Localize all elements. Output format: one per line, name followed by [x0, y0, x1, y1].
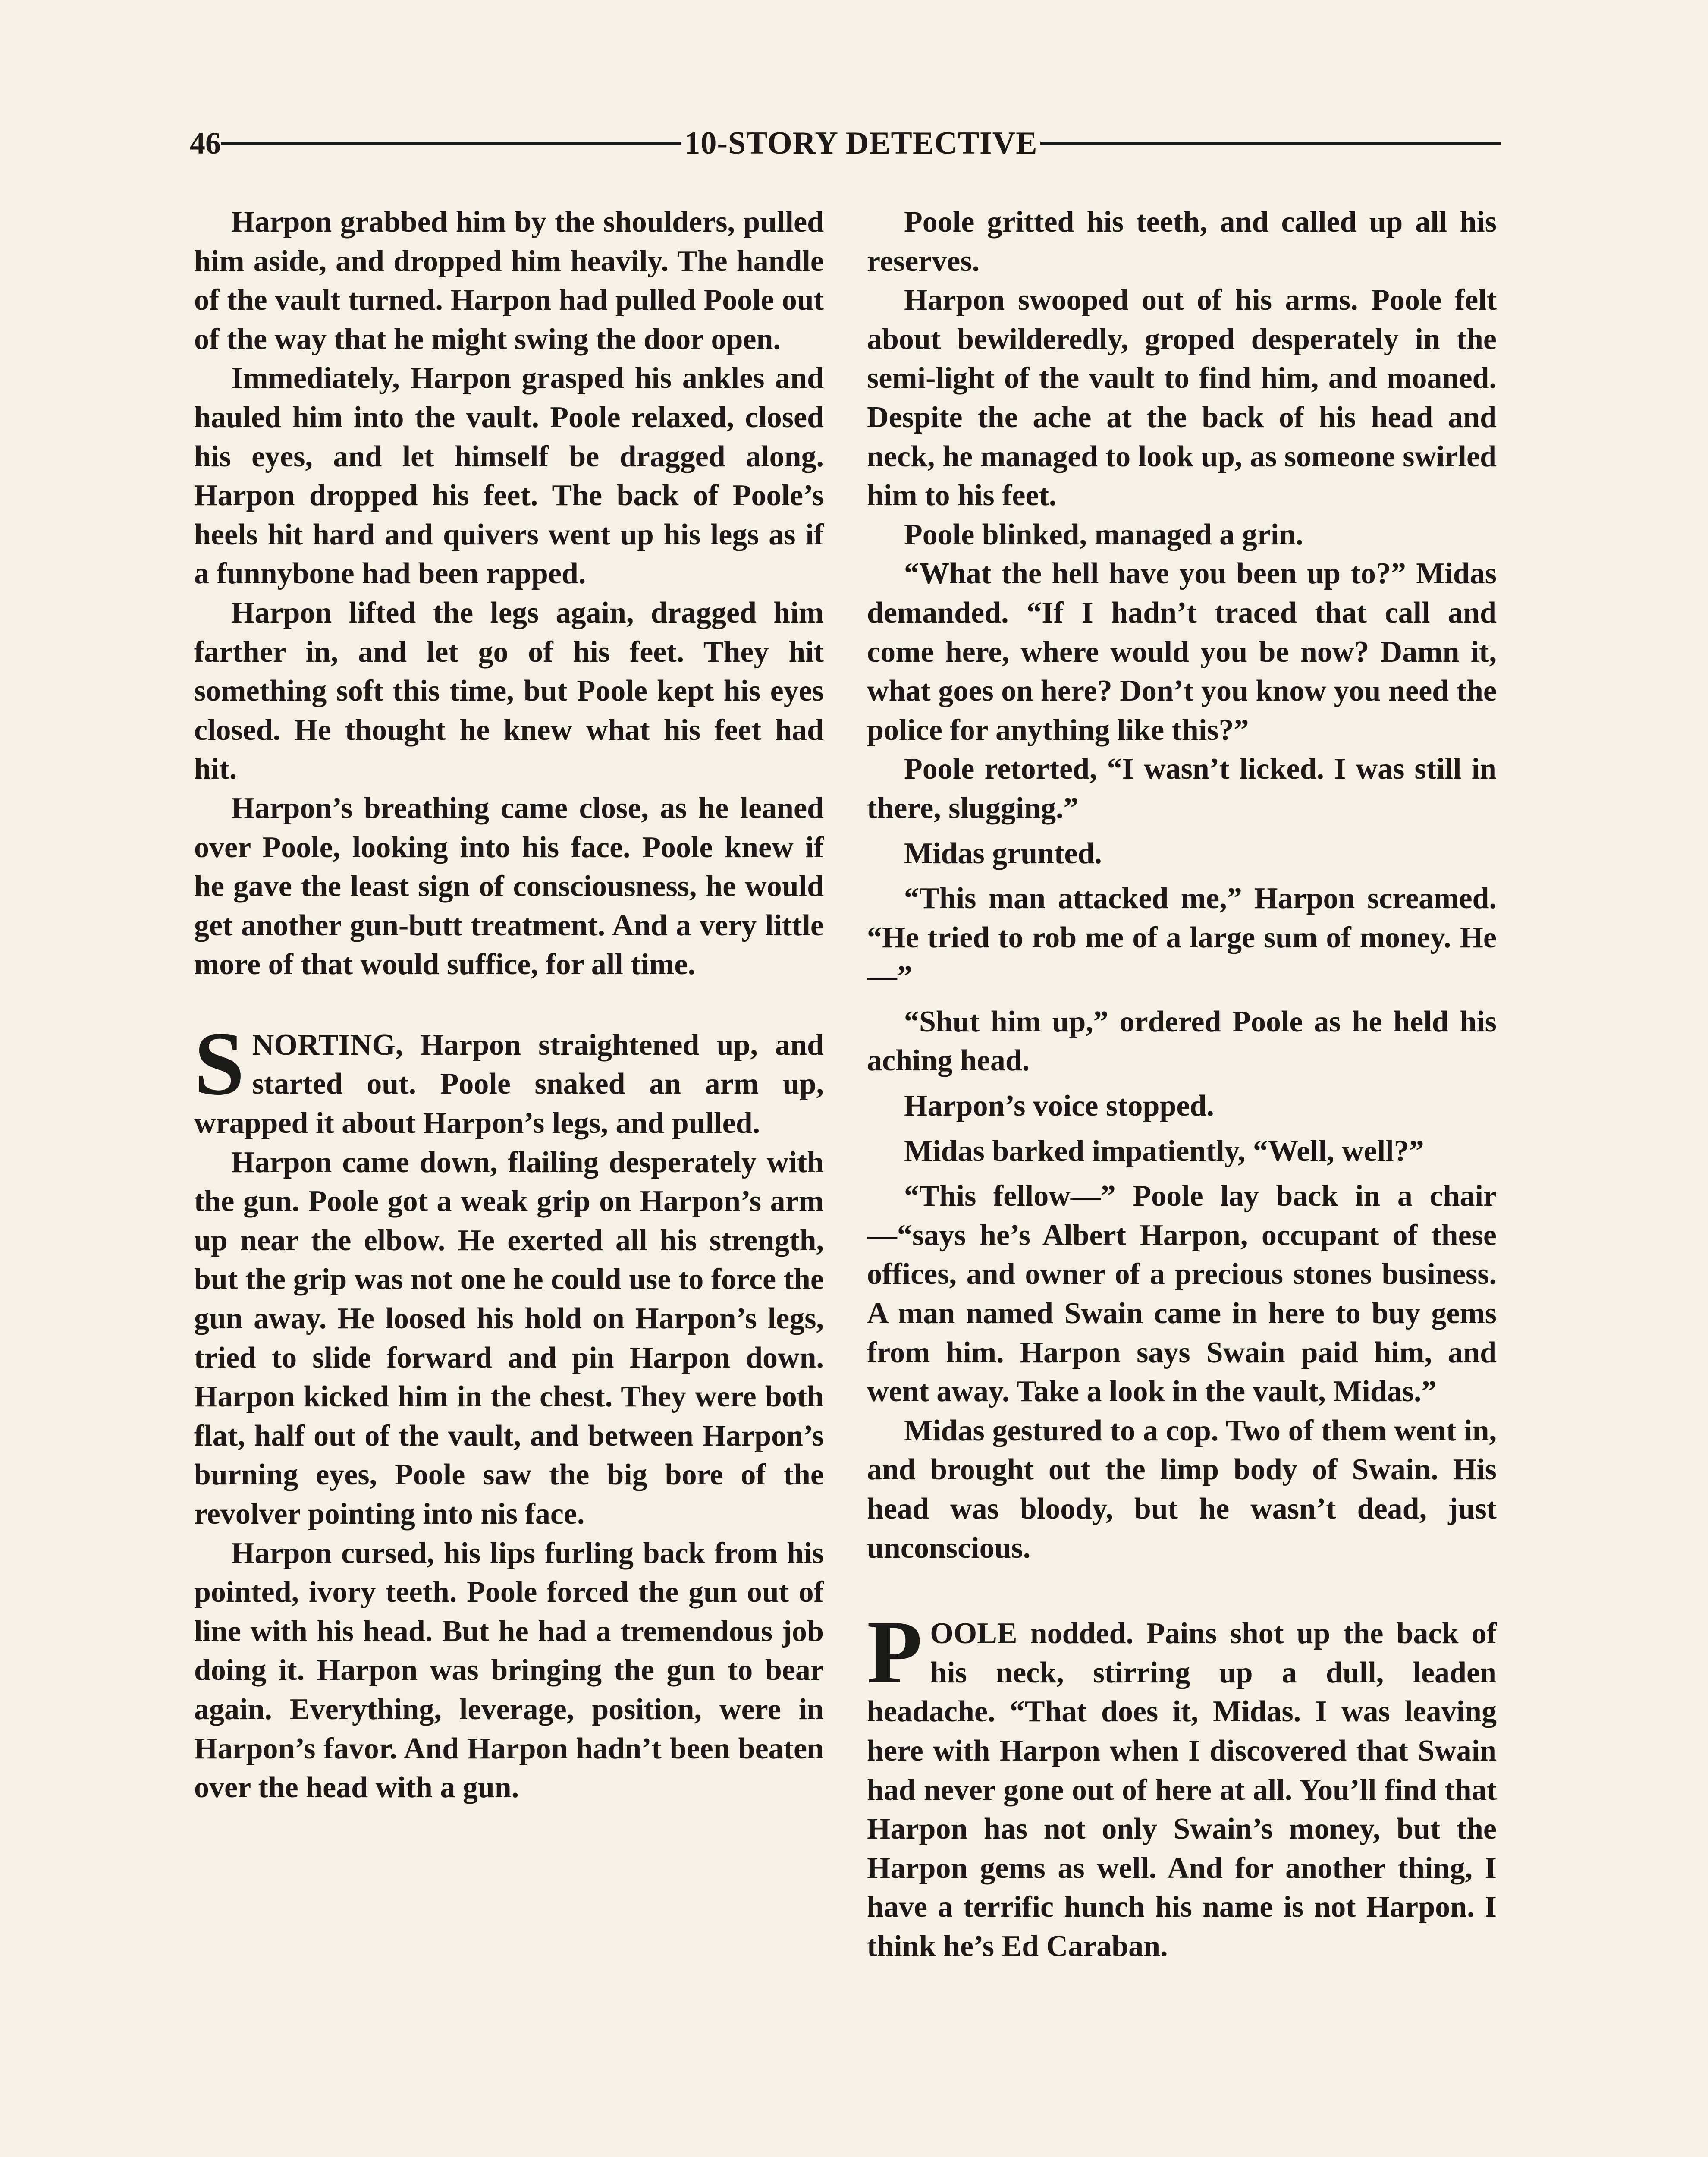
lead-in-caps: OOLE: [930, 1617, 1017, 1651]
paragraph: “This man attacked me,” Harpon screamed. “He tried to rob me of a large sum of money. He—”: [867, 882, 1497, 994]
paragraph: Poole blinked, managed a grin.: [904, 518, 1303, 551]
drop-cap: S: [194, 1013, 245, 1114]
lead-in-caps: NORTING,: [252, 1028, 403, 1062]
paragraph: Harpon’s breathing came close, as he leaned over Poole, looking into his face. Poole knew if he gave the least sign of consciousness, he would get another gun-butt treatment. And a very little more of that would suffice, for all time.: [194, 791, 824, 981]
paragraph: Immediately, Harpon grasped his ankles and hauled him into the vault. Poole relaxed, closed his eyes, and let himself be dragged along. Harpon dropped his feet. The back of Poole’s heels hit hard and quivers went up his legs as if a funnybone had been rapped.: [194, 362, 824, 591]
paragraph: Harpon grabbed him by the shoulders, pulled him aside, and dropped him heavily. The handle of the vault turned. Harpon had pulled Poole out of the way that he might swing the door open.: [194, 205, 824, 356]
left-column: [194, 203, 824, 1808]
paragraph: “Shut him up,” ordered Poole as he held his aching head.: [867, 1005, 1497, 1078]
running-title: 10-STORY DETECTIVE: [684, 125, 1038, 161]
paragraph: Poole gritted his teeth, and called up all his reserves.: [867, 205, 1497, 278]
right-column: [867, 203, 1497, 1966]
paragraph: Harpon came down, flailing desperately with the gun. Poole got a weak grip on Harpon’s arm up near the elbow. He exerted all his strength, but the grip was not one he could use to force the gun away. He loosed his hold on Harpon’s legs, tried to slide forward and pin Harpon down. Harpon kicked him in the chest. They were both flat, half out of the vault, and between Harpon’s burning eyes, Poole saw the big bore of the revolver pointing into nis face.: [194, 1145, 824, 1531]
paragraph-text: nodded. Pains shot up the back of his neck, stirring up a dull, leaden headache. “That does it, Midas. I was leaving here with Harpon when I discovered that Swain had never gone out of here at all. You’ll find that Harpon has not only Swain’s money, but the Harpon gems as well. And for another thing, I have a terrific hunch his name is not Harpon. I think he’s Ed Caraban.: [867, 1617, 1497, 1963]
paragraph: Poole retorted, “I wasn’t licked. I was still in there, slugging.”: [867, 752, 1497, 825]
paragraph: Harpon cursed, his lips furling back from his pointed, ivory teeth. Poole forced the gun out of line with his head. But he had a tremendous job doing it. Harpon was bringing the gun to bear again. Everything, leverage, position, were in Harpon’s favor. And Harpon hadn’t been beaten over the head with a gun.: [194, 1536, 824, 1805]
paragraph: “What the hell have you been up to?” Midas demanded. “If I hadn’t traced that call and come here, where would you be now? Damn it, what goes on here? Don’t you know you need the police for anything like this?”: [867, 557, 1497, 747]
section-opening-paragraph: [194, 1013, 824, 1143]
paragraph: Harpon lifted the legs again, dragged him farther in, and let go of his feet. They hit something soft this time, but Poole kept his eyes closed. He thought he knew what his feet had hit.: [194, 596, 824, 786]
header-rule-right: [1040, 142, 1501, 145]
paragraph: “This fellow—” Poole lay back in a chair—“says he’s Albert Harpon, occupant of these offices, and owner of a precious stones business. A man named Swain came in here to buy gems from him. Harpon says Swain paid him, and went away. Take a look in the vault, Midas.”: [867, 1179, 1497, 1409]
header-rule-left: [221, 142, 681, 145]
paragraph-text: Harpon straightened up, and started out. Poole snaked an arm up, wrapped it about Harpon’s legs, and pulled.: [194, 1028, 824, 1140]
paragraph: Harpon swooped out of his arms. Poole felt about bewilderedly, groped desperately in the semi-light of the vault to find him, and moaned. Despite the ache at the back of his head and neck, he managed to look up, as someone swirled him to his feet.: [867, 283, 1497, 513]
drop-cap: P: [867, 1602, 923, 1703]
paragraph: Harpon’s voice stopped.: [904, 1089, 1214, 1123]
page-number: 46: [190, 126, 221, 160]
paragraph: Midas barked impatiently, “Well, well?”: [904, 1134, 1424, 1168]
running-header: [190, 122, 1501, 165]
paragraph: Midas gestured to a cop. Two of them went in, and brought out the limp body of Swain. His head was bloody, but he wasn’t dead, just unconscious.: [867, 1414, 1497, 1565]
section-opening-paragraph: [867, 1602, 1497, 1966]
paragraph: Midas grunted.: [904, 836, 1102, 870]
